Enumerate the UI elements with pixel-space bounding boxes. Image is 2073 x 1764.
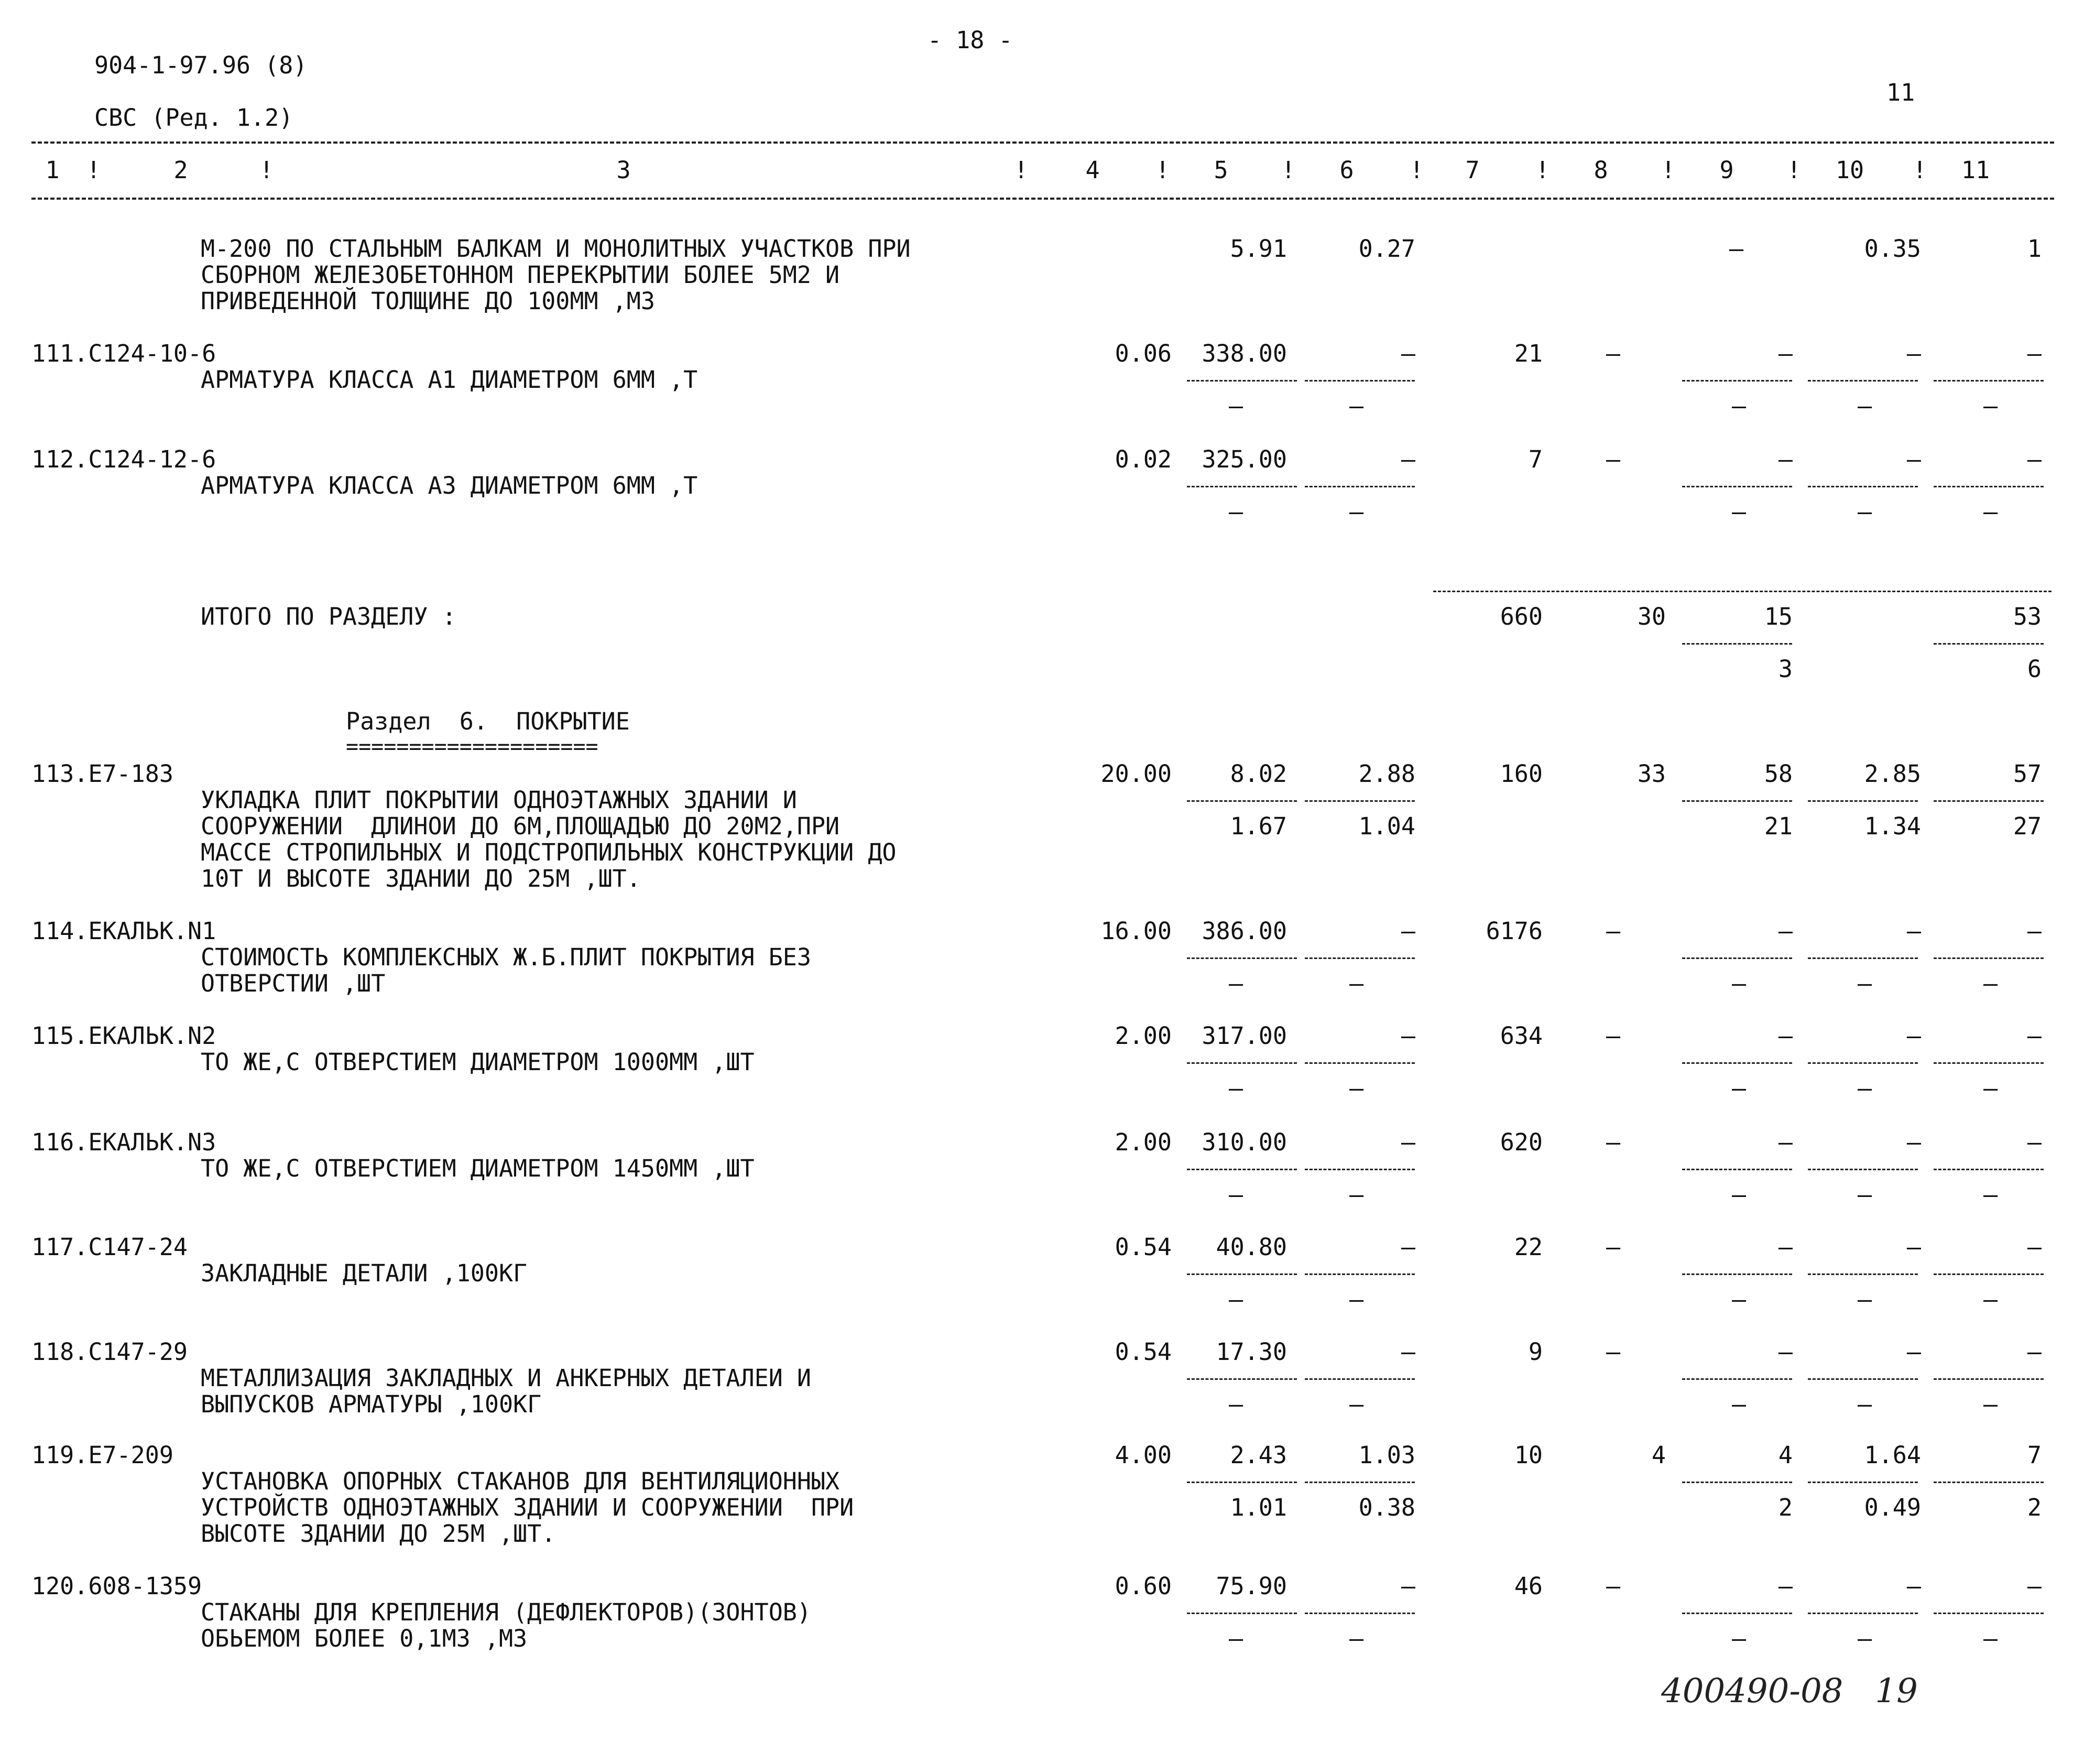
value-col11: – [2027, 1572, 2042, 1600]
lower-value-col9: – [1732, 1390, 1747, 1418]
fraction-line-col6 [1305, 800, 1415, 802]
value-col6: – [1401, 340, 1415, 367]
column-separator: ! [1281, 156, 1296, 184]
value-col10: – [1906, 445, 1921, 473]
fraction-line-col6 [1305, 486, 1415, 487]
item-code: 113.Е7-183 [31, 760, 173, 788]
fraction-line-col9 [1682, 1613, 1792, 1614]
fraction-line-col10 [1808, 1482, 1918, 1483]
fraction-line-col11 [1934, 800, 2044, 802]
item-code: 117.С147-24 [31, 1233, 188, 1261]
value-col9: 4 [1778, 1441, 1793, 1469]
lower-value-col9: 21 [1764, 812, 1793, 840]
fraction-line-col6 [1305, 1273, 1415, 1275]
item-description-line: УКЛАДКА ПЛИТ ПОКРЫТИИ ОДНОЭТАЖНЫХ ЗДАНИИ И [201, 786, 797, 814]
section-total-col9-lower: 3 [1778, 655, 1793, 683]
value-col6: 2.88 [1358, 760, 1415, 788]
column-number-5: 5 [1214, 156, 1228, 184]
fraction-line-col11 [1934, 1378, 2044, 1380]
value-col4: 2.00 [1115, 1022, 1172, 1050]
value-col10: – [1906, 1128, 1921, 1156]
fraction-line-col9 [1682, 1482, 1792, 1483]
fraction-line-col10 [1808, 1169, 1918, 1170]
value-col6: – [1401, 1338, 1415, 1366]
column-separator: ! [1535, 156, 1550, 184]
value-col10: – [1906, 1233, 1921, 1261]
value-col6: – [1401, 445, 1415, 473]
section-total-col11-fraction-line [1934, 643, 2044, 645]
item-description-line: СООРУЖЕНИИ ДЛИНОИ ДО 6М,ПЛОЩАДЬЮ ДО 20М2,ПРИ [201, 812, 840, 840]
fraction-line-col10 [1808, 1062, 1918, 1064]
column-number-11: 11 [1961, 156, 1990, 184]
item-code: 118.С147-29 [31, 1338, 188, 1366]
fraction-line-col10 [1808, 1273, 1918, 1275]
item-code: 111.С124-10-6 [31, 340, 216, 367]
lower-value-col11: – [1983, 392, 1998, 420]
header-top-rule [31, 141, 2054, 144]
value-col5: 310.00 [1202, 1128, 1287, 1156]
fraction-line-col10 [1808, 380, 1918, 382]
lower-value-col6: – [1349, 1286, 1364, 1313]
fraction-line-col11 [1934, 1482, 2044, 1483]
value-col6: – [1401, 1233, 1415, 1261]
value-col6: – [1401, 917, 1415, 945]
value-col5: 8.02 [1230, 760, 1287, 788]
value-col9: – [1778, 445, 1793, 473]
value-col5: 75.90 [1216, 1572, 1287, 1600]
lower-value-col11: – [1983, 498, 1998, 526]
lower-value-col10: – [1858, 392, 1872, 420]
value-col10: – [1906, 917, 1921, 945]
fraction-line-col5 [1187, 1273, 1297, 1275]
fraction-line-col9 [1682, 1378, 1792, 1380]
continuation-col6: 0.27 [1358, 235, 1415, 263]
lower-value-col10: 1.34 [1864, 812, 1921, 840]
fraction-line-col9 [1682, 486, 1792, 487]
continuation-text-1: М-200 ПО СТАЛЬНЫМ БАЛКАМ И МОНОЛИТНЫХ УЧАСТКОВ ПРИ [201, 235, 911, 263]
lower-value-col5: – [1229, 1390, 1243, 1418]
value-col7: 21 [1514, 340, 1543, 367]
lower-value-col6: 0.38 [1358, 1494, 1415, 1521]
lower-value-col6: – [1349, 1074, 1364, 1102]
item-description-line: СТАКАНЫ ДЛЯ КРЕПЛЕНИЯ (ДЕФЛЕКТОРОВ)(ЗОНТОВ) [201, 1598, 811, 1626]
sheet-number: 11 [1886, 79, 1915, 106]
section-total-col11: 53 [2013, 603, 2042, 630]
value-col10: 1.64 [1864, 1441, 1921, 1469]
lower-value-col6: – [1349, 1181, 1364, 1208]
item-description-line: ВЫПУСКОВ АРМАТУРЫ ,100КГ [201, 1390, 542, 1418]
lower-value-col11: – [1983, 1074, 1998, 1102]
value-col9: – [1778, 917, 1793, 945]
item-description-line: ТО ЖЕ,С ОТВЕРСТИЕМ ДИАМЕТРОМ 1450ММ ,ШТ [201, 1155, 755, 1182]
lower-value-col9: – [1732, 1074, 1747, 1102]
value-col7: 46 [1514, 1572, 1543, 1600]
section-total-col8: 30 [1637, 603, 1666, 630]
fraction-line-col6 [1305, 1378, 1415, 1380]
lower-value-col5: – [1229, 1074, 1243, 1102]
value-col6: – [1401, 1572, 1415, 1600]
value-col9: – [1778, 340, 1793, 367]
lower-value-col9: – [1732, 970, 1747, 997]
item-description-line: ЗАКЛАДНЫЕ ДЕТАЛИ ,100КГ [201, 1259, 528, 1287]
item-description-line: АРМАТУРА КЛАССА А3 ДИАМЕТРОМ 6ММ ,Т [201, 472, 698, 499]
lower-value-col10: 0.49 [1864, 1494, 1921, 1521]
item-description-line: ТО ЖЕ,С ОТВЕРСТИЕМ ДИАМЕТРОМ 1000ММ ,ШТ [201, 1048, 755, 1076]
value-col11: – [2027, 340, 2042, 367]
value-col5: 2.43 [1230, 1441, 1287, 1469]
lower-value-col11: – [1983, 1181, 1998, 1208]
value-col7: 634 [1500, 1022, 1543, 1050]
lower-value-col6: – [1349, 498, 1364, 526]
lower-value-col6: – [1349, 392, 1364, 420]
value-col8: – [1606, 340, 1621, 367]
value-col8: – [1606, 1338, 1621, 1366]
value-col11: 7 [2027, 1441, 2042, 1469]
lower-value-col5: 1.67 [1230, 812, 1287, 840]
lower-value-col10: – [1858, 1390, 1872, 1418]
fraction-line-col11 [1934, 380, 2044, 382]
section-total-col9-fraction-line [1682, 643, 1792, 645]
lower-value-col5: – [1229, 970, 1243, 997]
lower-value-col5: – [1229, 1286, 1243, 1313]
lower-value-col9: 2 [1778, 1494, 1793, 1521]
fraction-line-col10 [1808, 957, 1918, 959]
fraction-line-col11 [1934, 486, 2044, 487]
value-col4: 4.00 [1115, 1441, 1172, 1469]
fraction-line-col9 [1682, 957, 1792, 959]
total-rule [1433, 591, 2052, 592]
column-separator: ! [1155, 156, 1170, 184]
item-description-line: АРМАТУРА КЛАССА А1 ДИАМЕТРОМ 6ММ ,Т [201, 366, 698, 394]
fraction-line-col6 [1305, 380, 1415, 382]
value-col9: – [1778, 1022, 1793, 1050]
value-col8: – [1606, 1128, 1621, 1156]
lower-value-col11: – [1983, 1286, 1998, 1313]
fraction-line-col11 [1934, 1273, 2044, 1275]
value-col11: – [2027, 1233, 2042, 1261]
value-col4: 0.54 [1115, 1338, 1172, 1366]
value-col5: 338.00 [1202, 340, 1287, 367]
lower-value-col6: – [1349, 1625, 1364, 1652]
header-bottom-rule [31, 198, 2054, 200]
item-description-line: 10Т И ВЫСОТЕ ЗДАНИИ ДО 25М ,ШТ. [201, 865, 641, 892]
value-col8: – [1606, 1233, 1621, 1261]
value-col11: 57 [2013, 760, 2042, 788]
value-col6: – [1401, 1128, 1415, 1156]
handwritten-archive-number: 400490-08 19 [1661, 1672, 1918, 1711]
value-col9: – [1778, 1338, 1793, 1366]
item-description-line: МЕТАЛЛИЗАЦИЯ ЗАКЛАДНЫХ И АНКЕРНЫХ ДЕТАЛЕИ И [201, 1364, 811, 1392]
lower-value-col10: – [1858, 498, 1872, 526]
value-col11: – [2027, 1338, 2042, 1366]
lower-value-col10: – [1858, 1625, 1872, 1652]
fraction-line-col5 [1187, 486, 1297, 487]
lower-value-col10: – [1858, 970, 1872, 997]
item-description-line: ВЫСОТЕ ЗДАНИИ ДО 25М ,ШТ. [201, 1520, 556, 1548]
fraction-line-col10 [1808, 800, 1918, 802]
value-col9: – [1778, 1572, 1793, 1600]
fraction-line-col6 [1305, 1613, 1415, 1614]
value-col6: 1.03 [1358, 1441, 1415, 1469]
value-col4: 2.00 [1115, 1128, 1172, 1156]
lower-value-col5: – [1229, 1625, 1243, 1652]
value-col7: 6176 [1486, 917, 1543, 945]
section-title-underline: ==================== [346, 735, 598, 759]
column-separator: ! [86, 156, 101, 184]
item-description-line: МАССЕ СТРОПИЛЬНЫХ И ПОДСТРОПИЛЬНЫХ КОНСТРУКЦИИ ДО [201, 839, 897, 866]
page-marker: - 18 - [928, 26, 1013, 54]
fraction-line-col10 [1808, 1613, 1918, 1614]
item-description-line: УСТРОЙСТВ ОДНОЭТАЖНЫХ ЗДАНИИ И СООРУЖЕНИИ ПРИ [201, 1494, 854, 1521]
value-col8: 4 [1651, 1441, 1666, 1469]
fraction-line-col9 [1682, 800, 1792, 802]
value-col7: 7 [1528, 445, 1543, 473]
value-col4: 0.06 [1115, 340, 1172, 367]
column-number-3: 3 [616, 156, 631, 184]
lower-value-col11: 2 [2027, 1494, 2042, 1521]
item-description-line: ОБЬЕМОМ БОЛЕЕ 0,1М3 ,М3 [201, 1625, 528, 1652]
column-number-9: 9 [1719, 156, 1734, 184]
value-col8: – [1606, 917, 1621, 945]
value-col9: 58 [1764, 760, 1793, 788]
value-col5: 325.00 [1202, 445, 1287, 473]
continuation-col11: 1 [2027, 235, 2042, 263]
item-description-line: ОТВЕРСТИИ ,ШТ [201, 970, 386, 997]
column-number-4: 4 [1085, 156, 1100, 184]
fraction-line-col5 [1187, 800, 1297, 802]
fraction-line-col11 [1934, 957, 2044, 959]
continuation-col5: 5.91 [1230, 235, 1287, 263]
value-col8: – [1606, 445, 1621, 473]
column-number-10: 10 [1835, 156, 1864, 184]
lower-value-col9: – [1732, 498, 1747, 526]
fraction-line-col6 [1305, 1062, 1415, 1064]
value-col10: – [1906, 1022, 1921, 1050]
lower-value-col9: – [1732, 1181, 1747, 1208]
value-col10: – [1906, 1572, 1921, 1600]
value-col10: 2.85 [1864, 760, 1921, 788]
fraction-line-col5 [1187, 1062, 1297, 1064]
value-col5: 386.00 [1202, 917, 1287, 945]
lower-value-col10: – [1858, 1286, 1872, 1313]
item-description-line: УСТАНОВКА ОПОРНЫХ СТАКАНОВ ДЛЯ ВЕНТИЛЯЦИОННЫХ [201, 1467, 840, 1495]
fraction-line-col9 [1682, 380, 1792, 382]
column-separator: ! [1014, 156, 1029, 184]
section-total-label: ИТОГО ПО РАЗДЕЛУ : [201, 603, 456, 630]
fraction-line-col6 [1305, 1482, 1415, 1483]
fraction-line-col9 [1682, 1062, 1792, 1064]
continuation-text-2: СБОРНОМ ЖЕЛЕЗОБЕТОННОМ ПЕРЕКРЫТИИ БОЛЕЕ 5М2 И [201, 261, 840, 289]
column-number-7: 7 [1465, 156, 1480, 184]
value-col4: 0.02 [1115, 445, 1172, 473]
column-separator: ! [1661, 156, 1676, 184]
value-col8: – [1606, 1022, 1621, 1050]
value-col10: – [1906, 1338, 1921, 1366]
value-col7: 22 [1514, 1233, 1543, 1261]
value-col6: – [1401, 1022, 1415, 1050]
fraction-line-col9 [1682, 1169, 1792, 1170]
lower-value-col11: 27 [2013, 812, 2042, 840]
lower-value-col5: – [1229, 392, 1243, 420]
fraction-line-col5 [1187, 1613, 1297, 1614]
lower-value-col5: – [1229, 1181, 1243, 1208]
value-col5: 40.80 [1216, 1233, 1287, 1261]
column-number-6: 6 [1339, 156, 1354, 184]
column-number-1: 1 [45, 156, 60, 184]
value-col9: – [1778, 1233, 1793, 1261]
value-col8: – [1606, 1572, 1621, 1600]
column-separator: ! [1913, 156, 1927, 184]
continuation-col10: 0.35 [1864, 235, 1921, 263]
value-col7: 620 [1500, 1128, 1543, 1156]
item-description-line: СТОИМОСТЬ КОМПЛЕКСНЫХ Ж.Б.ПЛИТ ПОКРЫТИЯ БЕЗ [201, 943, 811, 971]
continuation-text-3: ПРИВЕДЕННОЙ ТОЛЩИНЕ ДО 100ММ ,М3 [201, 287, 655, 315]
item-code: 116.ЕКАЛЬК.N3 [31, 1128, 216, 1156]
lower-value-col10: – [1858, 1074, 1872, 1102]
lower-value-col9: – [1732, 1286, 1747, 1313]
fraction-line-col11 [1934, 1062, 2044, 1064]
lower-value-col11: – [1983, 1625, 1998, 1652]
document-code: 904-1-97.96 (8) [94, 51, 308, 79]
fraction-line-col5 [1187, 957, 1297, 959]
value-col4: 16.00 [1100, 917, 1172, 945]
fraction-line-col5 [1187, 380, 1297, 382]
fraction-line-col9 [1682, 1273, 1792, 1275]
fraction-line-col11 [1934, 1169, 2044, 1170]
value-col7: 160 [1500, 760, 1543, 788]
program-version: СВС (Ред. 1.2) [94, 104, 293, 132]
item-code: 120.608-1359 [31, 1572, 202, 1600]
section-title: Раздел 6. ПОКРЫТИЕ [346, 707, 630, 735]
value-col5: 317.00 [1202, 1022, 1287, 1050]
value-col4: 0.54 [1115, 1233, 1172, 1261]
fraction-line-col6 [1305, 957, 1415, 959]
fraction-line-col5 [1187, 1378, 1297, 1380]
value-col8: 33 [1637, 760, 1666, 788]
value-col4: 0.60 [1115, 1572, 1172, 1600]
lower-value-col10: – [1858, 1181, 1872, 1208]
continuation-col9: – [1729, 235, 1744, 263]
fraction-line-col6 [1305, 1169, 1415, 1170]
lower-value-col6: 1.04 [1358, 812, 1415, 840]
column-separator: ! [1410, 156, 1424, 184]
lower-value-col11: – [1983, 1390, 1998, 1418]
column-number-2: 2 [173, 156, 188, 184]
lower-value-col11: – [1983, 970, 1998, 997]
lower-value-col6: – [1349, 1390, 1364, 1418]
fraction-line-col10 [1808, 1378, 1918, 1380]
lower-value-col5: – [1229, 498, 1243, 526]
lower-value-col5: 1.01 [1230, 1494, 1287, 1521]
fraction-line-col10 [1808, 486, 1918, 487]
lower-value-col9: – [1732, 392, 1747, 420]
fraction-line-col5 [1187, 1169, 1297, 1170]
column-number-8: 8 [1594, 156, 1608, 184]
value-col4: 20.00 [1100, 760, 1172, 788]
value-col9: – [1778, 1128, 1793, 1156]
value-col11: – [2027, 917, 2042, 945]
item-code: 115.ЕКАЛЬК.N2 [31, 1022, 216, 1050]
column-separator: ! [259, 156, 274, 184]
section-total-col9: 15 [1764, 603, 1793, 630]
value-col11: – [2027, 1128, 2042, 1156]
section-total-col7: 660 [1500, 603, 1543, 630]
lower-value-col9: – [1732, 1625, 1747, 1652]
value-col5: 17.30 [1216, 1338, 1287, 1366]
value-col10: – [1906, 340, 1921, 367]
item-code: 114.ЕКАЛЬК.N1 [31, 917, 216, 945]
column-separator: ! [1787, 156, 1802, 184]
item-code: 112.С124-12-6 [31, 445, 216, 473]
item-code: 119.Е7-209 [31, 1441, 173, 1469]
fraction-line-col11 [1934, 1613, 2044, 1614]
value-col7: 9 [1528, 1338, 1543, 1366]
fraction-line-col5 [1187, 1482, 1297, 1483]
lower-value-col6: – [1349, 970, 1364, 997]
value-col11: – [2027, 445, 2042, 473]
value-col11: – [2027, 1022, 2042, 1050]
value-col7: 10 [1514, 1441, 1543, 1469]
section-total-col11-lower: 6 [2027, 655, 2042, 683]
